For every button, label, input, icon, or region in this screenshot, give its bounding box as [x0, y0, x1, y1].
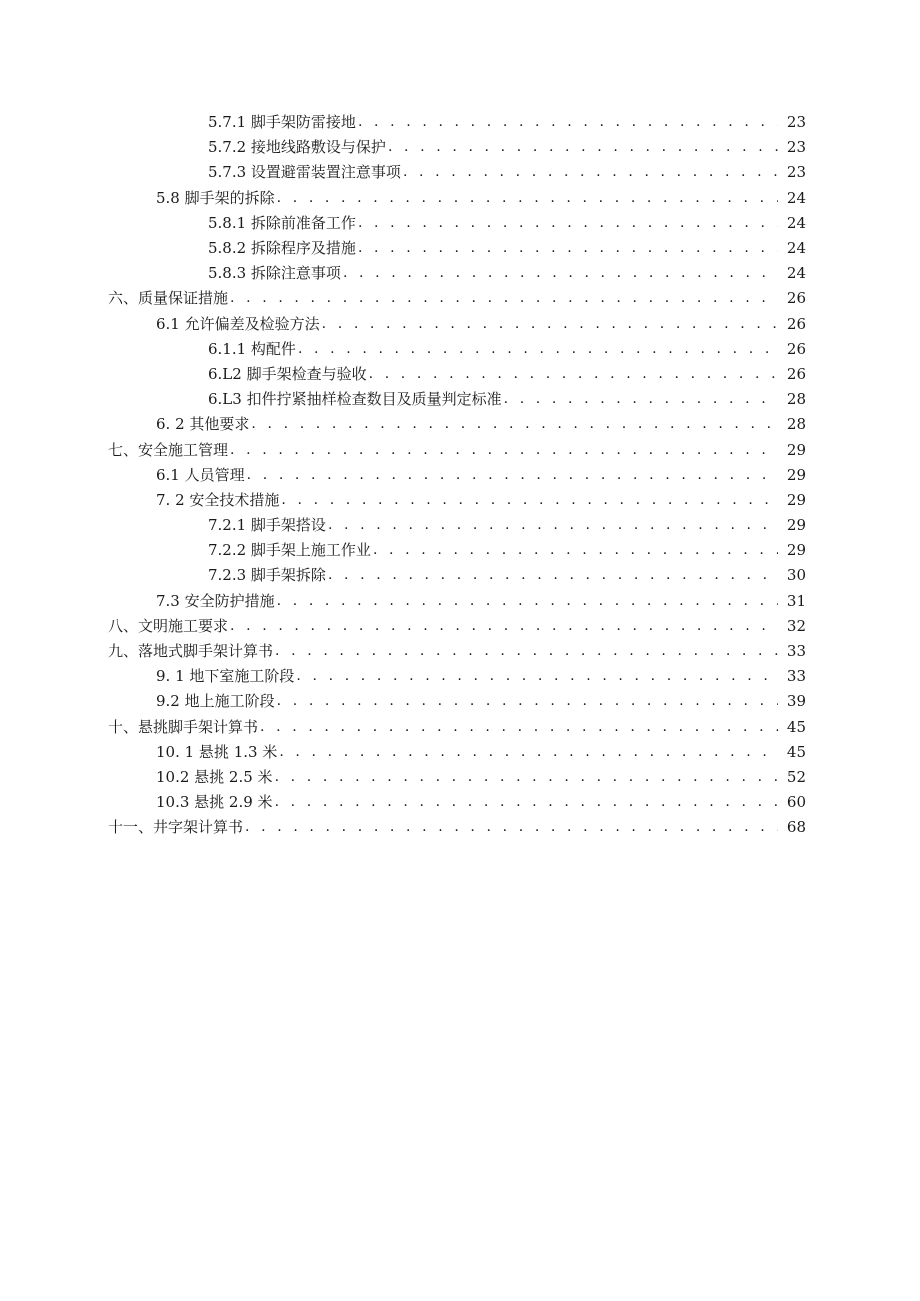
toc-dot-leader [247, 463, 778, 488]
table-of-contents [0, 110, 920, 840]
toc-entry[interactable] [0, 110, 920, 135]
toc-dot-leader [298, 337, 778, 362]
toc-dot-leader [373, 538, 778, 563]
toc-entry-title: 10.2 悬挑 2.5 米 [156, 767, 273, 786]
toc-entry-title: 6.L3 扣件拧紧抽样检查数目及质量判定标准 [208, 390, 502, 409]
toc-entry[interactable] [0, 488, 920, 513]
toc-entry-title: 6.L2 脚手架检查与验收 [208, 364, 367, 383]
toc-entry[interactable] [0, 589, 920, 614]
toc-entry-page-number: 26 [786, 314, 806, 333]
toc-entry-title: 9. 1 地下室施工阶段 [156, 667, 295, 686]
toc-dot-leader [275, 639, 778, 664]
toc-entry[interactable] [0, 765, 920, 790]
toc-entry[interactable] [0, 664, 920, 689]
toc-entry-title: 7. 2 安全技术措施 [156, 490, 280, 509]
toc-entry-page-number: 52 [786, 767, 806, 786]
toc-entry[interactable] [0, 186, 920, 211]
toc-dot-leader [277, 186, 778, 211]
toc-entry[interactable] [0, 740, 920, 765]
toc-entry[interactable] [0, 790, 920, 815]
toc-dot-leader [277, 689, 778, 714]
toc-entry-page-number: 26 [786, 364, 806, 383]
toc-entry-title: 十、悬挑脚手架计算书 [108, 717, 259, 736]
toc-entry-title: 6. 2 其他要求 [156, 415, 250, 434]
toc-entry-page-number: 30 [786, 566, 806, 585]
toc-dot-leader [328, 563, 778, 588]
toc-entry-page-number: 45 [786, 742, 806, 761]
toc-entry[interactable] [0, 437, 920, 462]
toc-entry-page-number: 24 [786, 264, 806, 283]
toc-entry-title: 5.7.1 脚手架防雷接地 [208, 113, 356, 132]
toc-entry-title: 9.2 地上施工阶段 [156, 692, 275, 711]
toc-dot-leader [296, 664, 778, 689]
toc-dot-leader [388, 135, 778, 160]
toc-entry-title: 5.7.2 接地线路敷设与保护 [208, 138, 386, 157]
toc-entry[interactable] [0, 286, 920, 311]
toc-entry-title: 10. 1 悬挑 1.3 米 [156, 742, 278, 761]
toc-entry-page-number: 29 [786, 516, 806, 535]
toc-entry-page-number: 33 [786, 667, 806, 686]
toc-entry-page-number: 24 [786, 188, 806, 207]
toc-entry-title: 6.1 允许偏差及检验方法 [156, 314, 320, 333]
toc-entry-title: 5.7.3 设置避雷装置注意事项 [208, 163, 401, 182]
toc-entry-page-number: 29 [786, 490, 806, 509]
toc-dot-leader [279, 740, 778, 765]
toc-dot-leader [358, 236, 778, 261]
toc-entry-page-number: 23 [786, 138, 806, 157]
toc-entry-page-number: 32 [786, 616, 806, 635]
toc-entry[interactable] [0, 614, 920, 639]
toc-entry[interactable] [0, 639, 920, 664]
toc-dot-leader [251, 412, 778, 437]
toc-entry-title: 7.3 安全防护措施 [156, 591, 275, 610]
toc-dot-leader [230, 286, 778, 311]
toc-entry-title: 7.2.2 脚手架上施工作业 [208, 541, 371, 560]
toc-entry[interactable] [0, 236, 920, 261]
toc-dot-leader [281, 488, 778, 513]
toc-entry[interactable] [0, 261, 920, 286]
toc-dot-leader [358, 110, 778, 135]
toc-entry[interactable] [0, 312, 920, 337]
toc-entry-title: 6.1 人员管理 [156, 465, 245, 484]
toc-entry-title: 六、质量保证措施 [108, 289, 229, 308]
toc-entry[interactable] [0, 538, 920, 563]
toc-dot-leader [403, 160, 778, 185]
toc-entry[interactable] [0, 563, 920, 588]
toc-entry-title: 6.1.1 构配件 [208, 339, 296, 358]
toc-entry-page-number: 29 [786, 541, 806, 560]
toc-entry-page-number: 26 [786, 339, 806, 358]
toc-entry-page-number: 60 [786, 793, 806, 812]
toc-dot-leader [230, 614, 778, 639]
toc-entry[interactable] [0, 160, 920, 185]
toc-dot-leader [504, 387, 778, 412]
toc-entry-title: 七、安全施工管理 [108, 440, 229, 459]
toc-entry-page-number: 26 [786, 289, 806, 308]
toc-entry-title: 5.8.1 拆除前准备工作 [208, 213, 356, 232]
toc-entry-page-number: 24 [786, 239, 806, 258]
toc-dot-leader [260, 715, 778, 740]
toc-entry-page-number: 68 [786, 818, 806, 837]
toc-entry-page-number: 23 [786, 163, 806, 182]
toc-dot-leader [275, 790, 778, 815]
toc-entry-title: 7.2.1 脚手架搭设 [208, 516, 326, 535]
toc-entry-page-number: 33 [786, 642, 806, 661]
toc-entry-title: 5.8.3 拆除注意事项 [208, 264, 341, 283]
toc-entry-page-number: 23 [786, 113, 806, 132]
toc-entry-page-number: 31 [786, 591, 806, 610]
toc-entry[interactable] [0, 387, 920, 412]
toc-entry-title: 九、落地式脚手架计算书 [108, 642, 274, 661]
toc-dot-leader [230, 438, 778, 463]
toc-entry-page-number: 29 [786, 465, 806, 484]
toc-dot-leader [369, 362, 778, 387]
toc-entry-page-number: 24 [786, 213, 806, 232]
toc-entry-title: 10.3 悬挑 2.9 米 [156, 793, 273, 812]
toc-entry-title: 十一、井字架计算书 [108, 818, 244, 837]
toc-entry[interactable] [0, 815, 920, 840]
toc-entry-page-number: 39 [786, 692, 806, 711]
toc-dot-leader [277, 589, 778, 614]
toc-entry[interactable] [0, 513, 920, 538]
toc-dot-leader [328, 513, 778, 538]
toc-entry-title: 5.8.2 拆除程序及措施 [208, 239, 356, 258]
toc-entry-page-number: 45 [786, 717, 806, 736]
toc-dot-leader [343, 261, 778, 286]
toc-entry-title: 八、文明施工要求 [108, 616, 229, 635]
toc-entry-title: 5.8 脚手架的拆除 [156, 188, 275, 207]
toc-dot-leader [275, 765, 778, 790]
toc-entry[interactable] [0, 463, 920, 488]
toc-entry-page-number: 28 [786, 415, 806, 434]
toc-entry[interactable] [0, 211, 920, 236]
toc-entry[interactable] [0, 337, 920, 362]
toc-dot-leader [358, 211, 778, 236]
toc-entry-page-number: 29 [786, 440, 806, 459]
toc-entry-page-number: 28 [786, 390, 806, 409]
toc-entry[interactable] [0, 689, 920, 714]
toc-entry[interactable] [0, 715, 920, 740]
toc-entry[interactable] [0, 412, 920, 437]
toc-entry-title: 7.2.3 脚手架拆除 [208, 566, 326, 585]
toc-entry[interactable] [0, 362, 920, 387]
toc-dot-leader [245, 815, 778, 840]
toc-entry[interactable] [0, 135, 920, 160]
toc-dot-leader [322, 312, 778, 337]
